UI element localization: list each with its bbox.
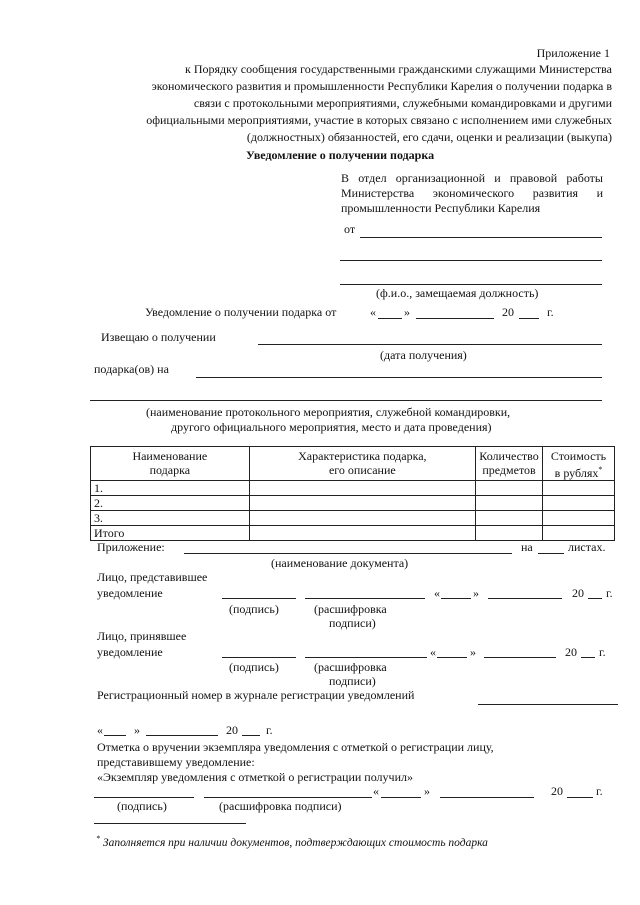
notice-open-quote: « xyxy=(370,305,376,319)
registration-close-quote: » xyxy=(134,723,140,737)
appendix-line-1: к Порядку сообщения государственными гражданскими служащими Министерства xyxy=(185,62,612,76)
appendix-reference xyxy=(72,61,612,146)
presenter-month-field[interactable] xyxy=(488,598,562,599)
delivery-day-field[interactable] xyxy=(381,797,421,798)
delivery-open-quote: « xyxy=(373,784,379,798)
appendix-number: Приложение 1 xyxy=(536,46,610,60)
presenter-close-quote: » xyxy=(473,586,479,600)
notice-day-field[interactable] xyxy=(378,318,402,319)
cell-description[interactable] xyxy=(249,481,475,496)
receiver-open-quote: « xyxy=(430,645,436,659)
delivery-close-quote: » xyxy=(424,784,430,798)
attachment-on-label: на xyxy=(521,540,533,554)
footnote-text: Заполняется при наличии документов, подтверждающих стоимость подарка xyxy=(102,836,488,849)
event-line-2[interactable] xyxy=(90,400,602,401)
appendix-line-5: (должностных) обязанностей, его сдачи, оценки и реализации (выкупа) xyxy=(246,130,612,144)
header-gift-name: Наименование подарка xyxy=(91,447,250,481)
row-label: 1. xyxy=(91,481,250,496)
presenter-decode-caption-1: (расшифровка xyxy=(314,602,387,616)
receiver-month-field[interactable] xyxy=(484,657,556,658)
cell-quantity[interactable] xyxy=(476,511,543,526)
cell-quantity[interactable] xyxy=(476,526,543,541)
receiver-day-field[interactable] xyxy=(437,657,467,658)
delivery-line-1: Отметка о вручении экземпляра уведомления с отметкой о регистрации лицу, xyxy=(97,740,494,754)
notice-year-suffix: г. xyxy=(547,305,554,319)
delivery-year-field[interactable] xyxy=(567,797,593,798)
table-row[interactable] xyxy=(91,496,615,511)
attachment-sheets-label: листах. xyxy=(568,540,606,554)
receiver-year-field[interactable] xyxy=(581,657,595,658)
gifts-table xyxy=(90,446,615,541)
presenter-open-quote: « xyxy=(434,586,440,600)
header-quantity: Количество предметов xyxy=(476,447,543,481)
receiver-close-quote: » xyxy=(470,645,476,659)
presenter-day-field[interactable] xyxy=(441,598,471,599)
delivery-line-2: представившему уведомление: xyxy=(97,755,255,769)
delivery-line-3: «Экземпляр уведомления с отметкой о регистрации получил» xyxy=(97,770,413,784)
presenter-label-1: Лицо, представившее xyxy=(97,570,208,584)
table-row[interactable] xyxy=(91,511,615,526)
notice-close-quote: » xyxy=(404,305,410,319)
cell-cost[interactable] xyxy=(543,496,615,511)
cell-description[interactable] xyxy=(249,526,475,541)
cell-description[interactable] xyxy=(249,511,475,526)
receiver-year-prefix: 20 xyxy=(565,645,577,659)
event-line-1[interactable] xyxy=(196,377,602,378)
presenter-year-suffix: г. xyxy=(606,586,613,600)
receiver-decode-line[interactable] xyxy=(305,657,427,658)
from-position-line[interactable] xyxy=(340,284,602,285)
cell-cost[interactable] xyxy=(543,526,615,541)
receiver-label-2: уведомление xyxy=(97,645,163,659)
delivery-month-field[interactable] xyxy=(440,797,534,798)
registration-month-field[interactable] xyxy=(146,735,218,736)
header-gift-description: Характеристика подарка, его описание xyxy=(249,447,475,481)
presenter-year-field[interactable] xyxy=(588,598,602,599)
appendix-line-2: экономического развития и промышленности Республики Карелия о получении подарка в xyxy=(151,79,612,93)
presenter-decode-line[interactable] xyxy=(305,598,425,599)
notice-month-field[interactable] xyxy=(416,318,494,319)
footnote-separator xyxy=(94,823,246,824)
receipt-date-line[interactable] xyxy=(258,344,602,345)
from-name-line-2[interactable] xyxy=(340,260,602,261)
cell-quantity[interactable] xyxy=(476,481,543,496)
cell-quantity[interactable] xyxy=(476,496,543,511)
presenter-decode-caption-2: подписи) xyxy=(329,616,376,630)
delivery-signature-line[interactable] xyxy=(94,797,194,798)
presenter-sign-caption: (подпись) xyxy=(229,602,279,616)
footnote-mark: * xyxy=(96,834,100,843)
appendix-line-4: официальными мероприятиями, участие в которых связано с исполнением ими служебных xyxy=(146,113,612,127)
cell-cost[interactable] xyxy=(543,481,615,496)
receipt-label: Извещаю о получении xyxy=(101,330,216,344)
notice-year-prefix: 20 xyxy=(502,305,514,319)
delivery-year-suffix: г. xyxy=(596,784,603,798)
presenter-label-2: уведомление xyxy=(97,586,163,600)
footnote xyxy=(96,832,488,850)
document-title: Уведомление о получении подарка xyxy=(246,148,435,162)
table-header-row xyxy=(91,447,615,481)
registration-number-field[interactable] xyxy=(478,704,618,705)
presenter-signature-line[interactable] xyxy=(222,598,296,599)
notice-year-field[interactable] xyxy=(519,318,539,319)
delivery-decode-line[interactable] xyxy=(204,797,372,798)
delivery-decode-caption: (расшифровка подписи) xyxy=(219,799,342,813)
delivery-sign-caption: (подпись) xyxy=(117,799,167,813)
registration-year-field[interactable] xyxy=(242,735,260,736)
addressee-line-3: промышленности Республики Карелия xyxy=(341,201,541,215)
from-name-line[interactable] xyxy=(360,237,602,238)
table-total-row[interactable] xyxy=(91,526,615,541)
row-label: 3. xyxy=(91,511,250,526)
receiver-signature-line[interactable] xyxy=(222,657,296,658)
receipt-date-caption: (дата получения) xyxy=(380,348,467,362)
table-row[interactable] xyxy=(91,481,615,496)
row-label: 2. xyxy=(91,496,250,511)
receiver-decode-caption-2: подписи) xyxy=(329,674,376,688)
registration-year-prefix: 20 xyxy=(226,723,238,737)
appendix-line-3: связи с протокольными мероприятиями, служебными командировками и другими xyxy=(193,96,612,110)
receiver-year-suffix: г. xyxy=(599,645,606,659)
cell-cost[interactable] xyxy=(543,511,615,526)
addressee-block xyxy=(341,171,603,216)
delivery-year-prefix: 20 xyxy=(551,784,563,798)
addressee-line-2: Министерства экономического развития и xyxy=(341,186,603,200)
gift-on-label: подарка(ов) на xyxy=(94,362,169,376)
receiver-label-1: Лицо, принявшее xyxy=(97,629,187,643)
registration-day-field[interactable] xyxy=(104,735,126,736)
header-cost: Стоимость в рублях* xyxy=(543,447,615,481)
attachment-sheets-field[interactable] xyxy=(538,553,564,554)
presenter-year-prefix: 20 xyxy=(572,586,584,600)
registration-label: Регистрационный номер в журнале регистрации уведомлений xyxy=(97,688,415,702)
fio-caption: (ф.и.о., замещаемая должность) xyxy=(376,286,539,300)
event-caption-1: (наименование протокольного мероприятия, служебной командировки, xyxy=(146,405,511,419)
attachment-caption: (наименование документа) xyxy=(271,556,409,570)
from-label: от xyxy=(344,222,356,236)
row-label-total: Итого xyxy=(91,526,250,541)
registration-open-quote: « xyxy=(97,723,103,737)
addressee-line-1: В отдел организационной и правовой работы xyxy=(341,171,603,185)
receiver-sign-caption: (подпись) xyxy=(229,660,279,674)
cell-description[interactable] xyxy=(249,496,475,511)
event-caption-2: другого официального мероприятия, место и дата проведения) xyxy=(171,420,492,434)
attachment-label: Приложение: xyxy=(97,540,165,554)
attachment-doc-line[interactable] xyxy=(184,553,512,554)
registration-year-suffix: г. xyxy=(266,723,273,737)
cost-footnote-mark: * xyxy=(598,465,603,474)
receiver-decode-caption-1: (расшифровка xyxy=(314,660,387,674)
notice-label: Уведомление о получении подарка от xyxy=(145,305,337,319)
